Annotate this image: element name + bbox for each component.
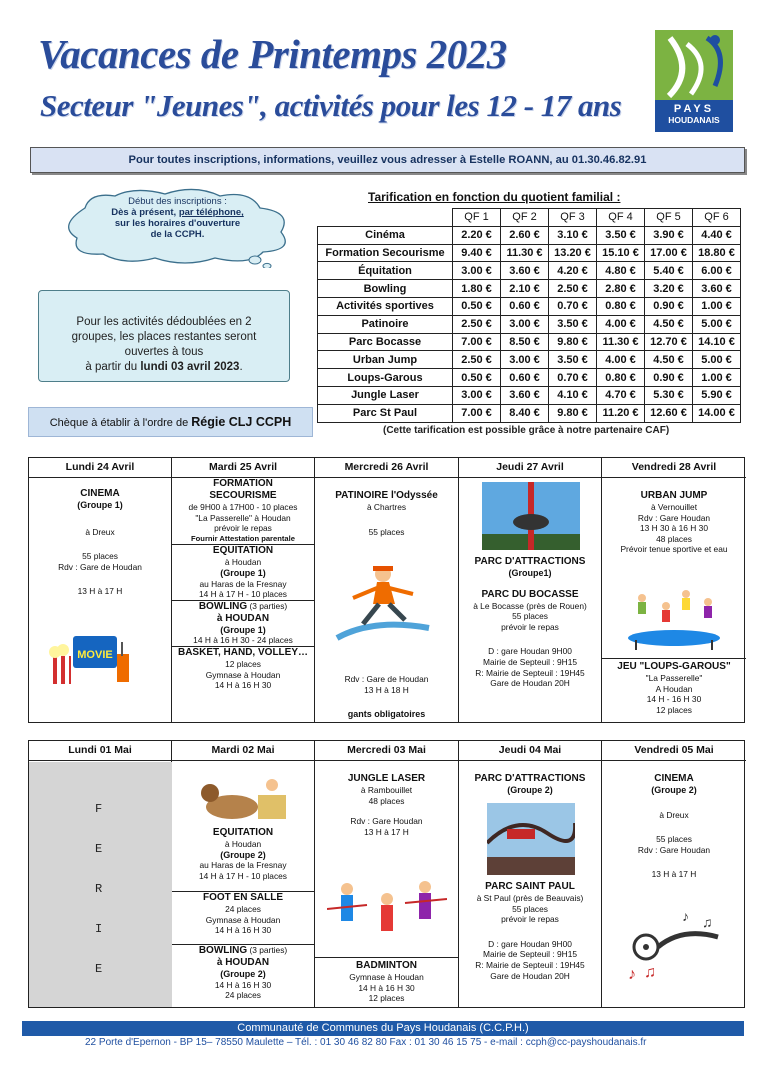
price-cell: 0.90 €	[645, 369, 693, 387]
holiday-block	[29, 762, 172, 1007]
activity-name: Bowling	[318, 280, 453, 298]
week1-monday	[29, 458, 172, 722]
price-cell: 3.20 €	[645, 280, 693, 298]
places: 24 places	[225, 904, 261, 914]
location: à Dreux	[659, 809, 689, 820]
price-cell: 6.00 €	[693, 262, 741, 280]
location: Gymnase à Houdan	[205, 914, 281, 925]
price-cell: 4.50 €	[645, 351, 693, 369]
time: de 9H00 à 17H00 - 10 places	[188, 502, 298, 512]
price-cell: 4.70 €	[597, 386, 645, 404]
week1-wednesday	[315, 458, 459, 722]
price-cell: 2.80 €	[597, 280, 645, 298]
cinema-movie-image	[47, 626, 137, 688]
group-label: (Groupe 2)	[507, 785, 553, 795]
svg-text:♪: ♪	[628, 966, 636, 983]
holiday-letter: E	[95, 962, 103, 976]
time: 14 H à 16 H 30	[214, 979, 272, 990]
meal-note: prévoir le repas	[501, 914, 559, 925]
places: 12 places	[368, 993, 405, 1004]
location: "La Passerelle"	[645, 673, 703, 683]
day-header: Jeudi 04 Mai	[459, 741, 601, 761]
activity-title: JUNGLE LASER	[347, 773, 426, 784]
amusement-ride-image	[482, 482, 580, 550]
tarif-row	[318, 315, 741, 333]
pickup: Mairie de Septeuil : 9H15	[482, 949, 578, 960]
group-label: (Groupe 1)	[220, 624, 266, 635]
return-arrival: Gare de Houdan 20H	[490, 970, 570, 981]
location: à Houdan	[224, 839, 262, 849]
week2-table	[28, 740, 745, 1008]
activity-title: PARC D'ATTRACTIONS	[474, 773, 586, 784]
group-label: (Groupe 2)	[651, 785, 697, 795]
location: A Houdan	[655, 683, 693, 694]
footer-address: 22 Porte d'Epernon - BP 15– 78550 Maulette – Tél. : 01 30 46 82 80 Fax : 01 30 46 15 75 - e-mail : ccph@cc-payshoudanais.fr	[85, 1037, 647, 1048]
price-cell: 5.40 €	[645, 262, 693, 280]
places: 12 places	[225, 658, 261, 669]
return: R: Mairie de Septeuil : 19H45	[475, 667, 585, 678]
activity-title: FOOT EN SALLE	[203, 892, 283, 903]
activity-title: BADMINTON	[356, 960, 417, 971]
svg-text:♪: ♪	[682, 908, 689, 924]
park-name: PARC SAINT PAUL	[485, 881, 575, 892]
price-cell: 2.50 €	[453, 315, 501, 333]
price-cell: 5.30 €	[645, 386, 693, 404]
svg-text:♫: ♫	[702, 914, 713, 930]
rdv: Rdv : Gare Houdan	[637, 844, 711, 855]
price-cell: 0.50 €	[453, 369, 501, 387]
price-cell: 9.80 €	[549, 333, 597, 351]
cloud-line4: de la CCPH.	[150, 229, 205, 240]
logo-text-line1: PAYS	[673, 103, 715, 115]
activity-title: BASKET, HAND, VOLLEY…	[177, 646, 308, 658]
price-cell: 0.80 €	[597, 297, 645, 315]
price-cell: 3.60 €	[501, 386, 549, 404]
price-cell: 3.00 €	[501, 351, 549, 369]
time: 14 H à 17 H - 10 places	[199, 870, 287, 881]
activity-title: PATINOIRE l'Odyssée	[335, 490, 438, 501]
price-cell: 3.90 €	[645, 226, 693, 244]
price-cell: 9.40 €	[453, 244, 501, 262]
activity-detail: (3 parties)	[249, 600, 288, 611]
price-cell: 4.00 €	[597, 351, 645, 369]
day-header: Mercredi 26 Avril	[315, 458, 458, 478]
price-cell: 2.60 €	[501, 226, 549, 244]
price-cell: 1.80 €	[453, 280, 501, 298]
price-cell: 1.00 €	[693, 297, 741, 315]
logo-text-line2: HOUDANAIS	[668, 115, 720, 125]
price-cell: 0.70 €	[549, 369, 597, 387]
cheque-payee: Régie CLJ CCPH	[191, 415, 292, 429]
day-header: Jeudi 27 Avril	[459, 458, 601, 478]
price-cell: 8.50 €	[501, 333, 549, 351]
holiday-letter: I	[95, 922, 103, 936]
tarif-row	[318, 226, 741, 244]
location: à St Paul (près de Beauvais)	[476, 893, 584, 903]
time: 14 H à 16 H 30	[358, 982, 415, 993]
parental-note: Fournir Attestation parentale	[191, 533, 295, 543]
return: R: Mairie de Septeuil : 19H45	[475, 959, 585, 970]
time: 13 H à 18 H	[364, 684, 409, 695]
cloud-line3: sur les horaires d'ouverture	[114, 218, 241, 229]
places: 55 places	[368, 526, 405, 537]
price-cell: 4.80 €	[597, 262, 645, 280]
activity-title: EQUITATION	[212, 545, 274, 557]
price-cell: 5.00 €	[693, 351, 741, 369]
price-cell: 3.50 €	[549, 315, 597, 333]
banner-contact: Estelle ROANN, au 01.30.46.82.91	[469, 154, 647, 166]
price-cell: 0.80 €	[597, 369, 645, 387]
day-header: Lundi 24 Avril	[29, 458, 171, 478]
scroll-line1: Pour les activités dédoublées en 2	[76, 316, 252, 328]
price-cell: 2.20 €	[453, 226, 501, 244]
activity-name: Équitation	[318, 262, 453, 280]
footer-organization: Communauté de Communes du Pays Houdanais (C.C.P.H.)	[22, 1021, 744, 1036]
day-header: Vendredi 05 Mai	[602, 741, 746, 761]
places: 55 places	[656, 834, 692, 845]
group-label: (Groupe 1)	[77, 500, 123, 510]
price-cell: 7.00 €	[453, 404, 501, 422]
price-cell: 12.70 €	[645, 333, 693, 351]
ice-skater-image	[333, 558, 433, 648]
holiday-letter: F	[95, 802, 103, 816]
week1-friday	[602, 458, 746, 722]
time: 13 H à 17 H	[77, 586, 123, 597]
page-subtitle: Secteur "Jeunes", activités pour les 12 - 17 ans	[40, 88, 622, 123]
qf-header: QF 6	[693, 209, 741, 227]
trampoline-image	[622, 584, 726, 652]
rdv: Rdv : Gare de Houdan	[58, 561, 142, 572]
activity-name: Jungle Laser	[318, 386, 453, 404]
activity-name: Activités sportives	[318, 297, 453, 315]
time: 14 H - 16 H 30	[646, 694, 702, 705]
week2-friday	[602, 741, 746, 1007]
price-cell: 3.00 €	[501, 315, 549, 333]
location: Gymnase à Houdan	[205, 669, 281, 680]
tarif-row	[318, 244, 741, 262]
price-cell: 3.00 €	[453, 262, 501, 280]
places: 55 places	[512, 611, 548, 622]
price-cell: 2.50 €	[549, 280, 597, 298]
location: Gymnase à Houdan	[349, 972, 424, 982]
price-cell: 3.50 €	[549, 351, 597, 369]
holiday-letter: E	[95, 842, 103, 856]
tarif-corner	[318, 209, 453, 227]
week2-wednesday	[315, 741, 459, 1007]
price-cell: 2.50 €	[453, 351, 501, 369]
tarif-row	[318, 386, 741, 404]
tarif-row	[318, 333, 741, 351]
places: 48 places	[656, 533, 692, 544]
activity-name: Cinéma	[318, 226, 453, 244]
price-cell: 0.50 €	[453, 297, 501, 315]
film-music-image	[622, 907, 726, 983]
price-cell: 7.00 €	[453, 333, 501, 351]
price-cell: 3.60 €	[501, 262, 549, 280]
places: 55 places	[512, 903, 548, 914]
activity-title: URBAN JUMP	[640, 490, 708, 501]
price-cell: 4.00 €	[597, 315, 645, 333]
banner-prefix: Pour toutes inscriptions, informations, veuillez vous adresser à	[128, 154, 467, 166]
location: au Haras de la Fresnay	[199, 578, 287, 589]
places: 24 places	[225, 990, 261, 1001]
time: 13 H 30 à 16 H 30	[640, 523, 708, 534]
cloud-line2a: Dès à présent,	[111, 207, 177, 218]
scroll-line2: groupes, les places restantes seront	[71, 331, 257, 343]
cloud-line2b: par téléphone,	[178, 207, 244, 218]
price-cell: 0.70 €	[549, 297, 597, 315]
price-cell: 0.60 €	[501, 297, 549, 315]
time: 14 H à 16 H 30 - 24 places	[193, 635, 293, 646]
price-cell: 11.30 €	[597, 333, 645, 351]
price-cell: 8.40 €	[501, 404, 549, 422]
laser-game-image	[327, 869, 447, 951]
price-cell: 4.10 €	[549, 386, 597, 404]
cloud-line1: Début des inscriptions :	[128, 196, 227, 207]
time: 14 H à 16 H 30	[214, 680, 272, 691]
activity-title: CINEMA	[80, 488, 120, 499]
price-cell: 4.50 €	[645, 315, 693, 333]
tarif-row	[318, 404, 741, 422]
price-cell: 3.60 €	[693, 280, 741, 298]
price-cell: 11.20 €	[597, 404, 645, 422]
departure: D : gare Houdan 9H00	[488, 938, 572, 949]
price-cell: 14.10 €	[693, 333, 741, 351]
price-cell: 14.00 €	[693, 404, 741, 422]
holiday-letter: R	[95, 882, 103, 896]
roller-coaster-image	[487, 803, 575, 875]
scroll-info	[48, 315, 280, 375]
inscriptions-info	[85, 196, 270, 240]
activity-title: SECOURISME	[209, 490, 277, 501]
activity-name: Patinoire	[318, 315, 453, 333]
places: 55 places	[82, 551, 118, 562]
location: à Vernouillet	[650, 502, 698, 512]
movie-sign-text: MOVIE	[77, 649, 113, 661]
time: 13 H à 17 H	[651, 869, 697, 880]
equipment-note: Prévoir tenue sportive et eau	[620, 544, 728, 555]
time: 14 H à 16 H 30	[214, 925, 272, 936]
tarif-row	[318, 297, 741, 315]
price-cell: 3.10 €	[549, 226, 597, 244]
location: à Houdan	[224, 557, 262, 568]
location: à Rambouillet	[360, 785, 413, 795]
price-cell: 4.20 €	[549, 262, 597, 280]
day-header: Mercredi 03 Mai	[315, 741, 458, 761]
day-header: Mardi 02 Mai	[172, 741, 314, 761]
activity-title: CINEMA	[654, 773, 694, 784]
price-cell: 3.00 €	[453, 386, 501, 404]
gloves-note: gants obligatoires	[347, 709, 426, 720]
activity-title: BOWLING	[198, 945, 248, 956]
activity-title: PARC D'ATTRACTIONS	[474, 556, 586, 567]
price-cell: 17.00 €	[645, 244, 693, 262]
meal-note: prévoir le repas	[501, 621, 559, 632]
week2-tuesday	[172, 741, 315, 1007]
departure: D : gare Houdan 9H00	[488, 646, 572, 657]
price-cell: 0.60 €	[501, 369, 549, 387]
contact-banner	[30, 147, 745, 173]
tarif-note: (Cette tarification est possible grâce à notre partenaire CAF)	[383, 425, 670, 436]
group-label: (Groupe 1)	[220, 567, 266, 578]
price-cell: 12.60 €	[645, 404, 693, 422]
group-label: (Groupe1)	[508, 568, 552, 578]
scroll-line3: ouvertes à tous	[124, 346, 204, 358]
scroll-line4b: lundi 03 avril 2023	[140, 361, 240, 373]
week1-tuesday	[172, 458, 315, 722]
activity-detail: (3 parties)	[249, 945, 288, 955]
pickup: Mairie de Septeuil : 9H15	[482, 656, 578, 667]
rdv: Rdv : Gare Houdan	[637, 512, 711, 523]
week2-monday	[29, 741, 172, 1007]
tarif-row	[318, 280, 741, 298]
activity-title: BOWLING	[198, 600, 248, 612]
qf-header: QF 4	[597, 209, 645, 227]
group-label: (Groupe 2)	[220, 849, 266, 860]
horse-image	[192, 767, 296, 825]
time: 14 H à 17 H - 10 places	[199, 589, 287, 600]
location: à Dreux	[85, 526, 115, 537]
price-cell: 2.10 €	[501, 280, 549, 298]
rdv: Rdv : Gare de Houdan	[344, 674, 429, 684]
location: à Le Bocasse (près de Rouen)	[473, 600, 587, 611]
scroll-line4a: à partir du	[85, 361, 138, 373]
places: 12 places	[656, 704, 692, 715]
price-cell: 13.20 €	[549, 244, 597, 262]
price-cell: 11.30 €	[501, 244, 549, 262]
group-label: (Groupe 2)	[220, 969, 266, 979]
location: à Chartres	[366, 502, 407, 512]
qf-header: QF 3	[549, 209, 597, 227]
location: à HOUDAN	[216, 957, 270, 968]
week1-table	[28, 457, 745, 723]
activity-title: JEU "LOUPS-GAROUS"	[617, 661, 731, 672]
tarif-row	[318, 351, 741, 369]
price-cell: 5.00 €	[693, 315, 741, 333]
rdv: Rdv : Gare Houdan	[350, 816, 423, 827]
pays-houdanais-logo	[655, 30, 733, 132]
activity-name: Formation Secourisme	[318, 244, 453, 262]
location: à HOUDAN	[216, 612, 270, 624]
tarif-row	[318, 369, 741, 387]
location: "La Passerelle" à Houdan	[195, 512, 291, 523]
price-cell: 1.00 €	[693, 369, 741, 387]
page-title: Vacances de Printemps 2023	[38, 31, 507, 77]
park-name: PARC DU BOCASSE	[481, 588, 579, 600]
tarif-table	[317, 208, 741, 423]
price-cell: 5.90 €	[693, 386, 741, 404]
cheque-prefix: Chèque à établir à l'ordre de	[49, 417, 189, 429]
cheque-info	[28, 407, 313, 437]
qf-header: QF 1	[453, 209, 501, 227]
week2-thursday	[459, 741, 602, 1007]
price-cell: 0.90 €	[645, 297, 693, 315]
time: 13 H à 17 H	[364, 826, 409, 837]
activity-name: Urban Jump	[318, 351, 453, 369]
day-header: Vendredi 28 Avril	[602, 458, 746, 478]
activity-name: Loups-Garous	[318, 369, 453, 387]
price-cell: 9.80 €	[549, 404, 597, 422]
places: 48 places	[368, 795, 405, 806]
tarif-title: Tarification en fonction du quotient familial :	[368, 190, 621, 204]
activity-title: FORMATION	[213, 478, 273, 489]
svg-text:♫: ♫	[644, 964, 656, 981]
week1-thursday	[459, 458, 602, 722]
scroll-line4c: .	[239, 361, 243, 373]
price-cell: 3.50 €	[597, 226, 645, 244]
price-cell: 15.10 €	[597, 244, 645, 262]
price-cell: 4.40 €	[693, 226, 741, 244]
activity-name: Parc St Paul	[318, 404, 453, 422]
tarif-row	[318, 262, 741, 280]
activity-title: EQUITATION	[212, 827, 274, 838]
return-arrival: Gare de Houdan 20H	[490, 678, 570, 689]
qf-header: QF 2	[501, 209, 549, 227]
location: au Haras de la Fresnay	[199, 860, 287, 871]
day-header: Mardi 25 Avril	[172, 458, 314, 478]
price-cell: 18.80 €	[693, 244, 741, 262]
meal-note: prévoir le repas	[214, 523, 272, 534]
activity-name: Parc Bocasse	[318, 333, 453, 351]
day-header: Lundi 01 Mai	[29, 741, 171, 761]
qf-header: QF 5	[645, 209, 693, 227]
